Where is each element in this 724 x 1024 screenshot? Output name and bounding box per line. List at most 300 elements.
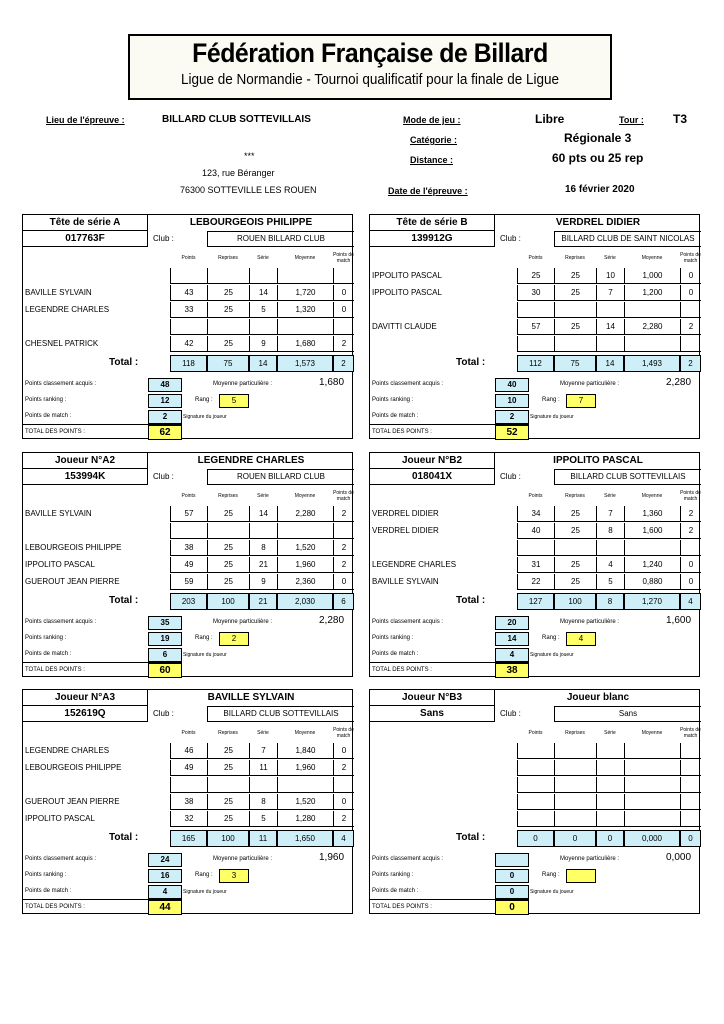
tdp-value: 52	[495, 425, 529, 440]
rang-value: 4	[566, 632, 596, 646]
match-cell-p: 57	[517, 319, 554, 335]
pm-label: Points de match :	[25, 888, 72, 894]
col-points-match-header: Points de match	[333, 727, 354, 739]
col-moyenne-header: Moyenne	[641, 255, 663, 261]
match-cell-r: 25	[207, 557, 249, 573]
match-cell-s: 14	[249, 285, 277, 301]
opponent-name: LEGENDRE CHARLES	[25, 746, 110, 755]
match-cell-m: 2,360	[277, 574, 333, 590]
rang-label: Rang :	[195, 635, 213, 641]
pm-label: Points de match :	[372, 888, 419, 894]
match-row	[23, 540, 352, 556]
match-cell-pm	[333, 523, 354, 539]
match-cell-pm	[680, 540, 701, 556]
match-cell-p	[517, 811, 554, 827]
match-cell-pm: 0	[680, 574, 701, 590]
licence-number: 153994K	[22, 468, 148, 485]
pca-label: Points classement acquis :	[372, 619, 444, 625]
match-cell-s	[596, 760, 624, 776]
opponent-name: LEGENDRE CHARLES	[372, 560, 457, 569]
match-row	[370, 319, 699, 335]
club-label: Club :	[500, 234, 521, 243]
match-cell-m: 0,880	[624, 574, 680, 590]
total-cell-pm: 4	[333, 830, 354, 847]
match-row	[23, 523, 352, 539]
seed-label: Joueur N°B2	[369, 452, 495, 469]
match-cell-s: 7	[596, 285, 624, 301]
match-cell-m	[277, 523, 333, 539]
match-cell-p: 34	[517, 506, 554, 522]
total-cell-m: 0,000	[624, 830, 680, 847]
mode-value: Libre	[535, 112, 565, 126]
total-label: Total :	[109, 595, 139, 606]
total-cell-s: 14	[249, 355, 277, 372]
distance-value: 60 pts ou 25 rep	[552, 151, 644, 165]
signature-label: Signature du joueur	[530, 652, 574, 658]
pca-value: 20	[495, 616, 529, 630]
match-cell-p: 30	[517, 285, 554, 301]
total-cell-m: 2,030	[277, 593, 333, 610]
lieu-value: BILLARD CLUB SOTTEVILLAIS	[162, 114, 311, 125]
total-cell-pm: 2	[680, 355, 701, 372]
categorie-label: Catégorie :	[410, 135, 458, 145]
seed-label: Joueur N°A2	[22, 452, 148, 469]
match-cell-s: 14	[249, 506, 277, 522]
signature-label: Signature du joueur	[530, 889, 574, 895]
opponent-name: LEGENDRE CHARLES	[25, 305, 110, 314]
match-cell-m	[277, 319, 333, 335]
opponent-name: IPPOLITO PASCAL	[372, 271, 442, 280]
club-label: Club :	[500, 472, 521, 481]
col-points-match-header: Points de match	[333, 490, 354, 502]
match-row	[370, 811, 699, 827]
match-cell-s: 7	[249, 743, 277, 759]
match-cell-p: 33	[170, 302, 207, 318]
col-serie-header: Série	[604, 730, 616, 736]
tdp-value: 44	[148, 900, 182, 915]
match-cell-m: 1,360	[624, 506, 680, 522]
match-cell-s: 21	[249, 557, 277, 573]
total-cell-pm: 2	[333, 355, 354, 372]
signature-label: Signature du joueur	[530, 414, 574, 420]
pca-label: Points classement acquis :	[25, 619, 97, 625]
moyenne-particuliere-label: Moyenne particulière :	[213, 856, 273, 862]
match-cell-r: 25	[207, 506, 249, 522]
total-cell-r: 100	[207, 830, 249, 847]
total-cell-r: 0	[554, 830, 596, 847]
moyenne-particuliere-label: Moyenne particulière :	[213, 619, 273, 625]
rang-value: 3	[219, 869, 249, 883]
col-points-header: Points	[181, 730, 196, 736]
match-cell-pm: 0	[333, 743, 354, 759]
col-reprises-header: Reprises	[218, 493, 238, 499]
pr-label: Points ranking :	[25, 397, 67, 403]
match-cell-r: 25	[207, 743, 249, 759]
match-cell-s: 9	[249, 336, 277, 352]
match-row	[370, 760, 699, 776]
opponent-name: IPPOLITO PASCAL	[372, 288, 442, 297]
pca-value: 24	[148, 853, 182, 867]
total-cell-m: 1,650	[277, 830, 333, 847]
match-row	[23, 319, 352, 335]
col-serie-header: Série	[604, 255, 616, 261]
pm-label: Points de match :	[372, 413, 419, 419]
distance-label: Distance :	[410, 155, 454, 165]
match-cell-r: 25	[554, 285, 596, 301]
match-cell-r: 25	[207, 574, 249, 590]
tdp-label: TOTAL DES POINTS :	[372, 904, 432, 910]
match-row	[23, 268, 352, 284]
pca-value: 40	[495, 378, 529, 392]
opponent-name: LEBOURGEOIS PHILIPPE	[25, 543, 122, 552]
match-row	[23, 811, 352, 827]
match-row	[370, 268, 699, 284]
match-cell-m	[624, 302, 680, 318]
match-cell-p: 49	[170, 557, 207, 573]
moyenne-particuliere-value: 2,280	[666, 377, 692, 388]
match-cell-r: 25	[207, 794, 249, 810]
match-cell-m	[624, 777, 680, 793]
match-cell-r: 25	[554, 523, 596, 539]
document-subtitle: Ligue de Normandie - Tournoi qualificatif pour la finale de Ligue	[181, 71, 559, 88]
match-cell-pm: 0	[333, 794, 354, 810]
club-label: Club :	[153, 234, 174, 243]
pr-label: Points ranking :	[372, 397, 414, 403]
match-cell-p: 46	[170, 743, 207, 759]
col-reprises-header: Reprises	[565, 730, 585, 736]
player-name: Joueur blanc	[566, 692, 630, 703]
match-cell-pm: 0	[333, 285, 354, 301]
player-panel	[22, 214, 353, 439]
col-moyenne-header: Moyenne	[294, 255, 316, 261]
match-cell-p	[170, 319, 207, 335]
total-cell-s: 21	[249, 593, 277, 610]
licence-number: 017763F	[22, 230, 148, 247]
player-name: BAVILLE SYLVAIN	[207, 692, 295, 703]
col-points-header: Points	[528, 493, 543, 499]
total-label: Total :	[109, 357, 139, 368]
pca-value	[495, 853, 529, 867]
total-cell-p: 127	[517, 593, 554, 610]
match-cell-s: 5	[249, 811, 277, 827]
match-cell-pm: 2	[680, 506, 701, 522]
match-cell-p: 42	[170, 336, 207, 352]
match-cell-m	[624, 336, 680, 352]
match-row	[370, 557, 699, 573]
col-serie-header: Série	[604, 493, 616, 499]
match-cell-s: 14	[596, 319, 624, 335]
total-cell-p: 112	[517, 355, 554, 372]
total-cell-r: 100	[207, 593, 249, 610]
match-cell-p: 57	[170, 506, 207, 522]
document-header	[128, 34, 612, 100]
match-cell-m: 1,520	[277, 540, 333, 556]
match-cell-s: 4	[596, 557, 624, 573]
opponent-name: BAVILLE SYLVAIN	[372, 577, 439, 586]
seed-label: Tête de série B	[369, 214, 495, 231]
col-points-match-header: Points de match	[680, 727, 701, 739]
moyenne-particuliere-label: Moyenne particulière :	[213, 381, 273, 387]
total-cell-pm: 0	[680, 830, 701, 847]
col-moyenne-header: Moyenne	[641, 493, 663, 499]
total-cell-s: 0	[596, 830, 624, 847]
club-name: ROUEN BILLARD CLUB	[207, 469, 354, 485]
match-cell-p: 38	[170, 540, 207, 556]
col-moyenne-header: Moyenne	[641, 730, 663, 736]
player-panel	[369, 689, 700, 914]
rang-value: 2	[219, 632, 249, 646]
match-cell-pm	[680, 794, 701, 810]
tdp-value: 0	[495, 900, 529, 915]
col-points-header: Points	[528, 255, 543, 261]
match-cell-r	[554, 302, 596, 318]
match-cell-pm: 0	[680, 285, 701, 301]
match-cell-r: 25	[554, 574, 596, 590]
match-cell-m: 1,960	[277, 760, 333, 776]
match-cell-m: 1,240	[624, 557, 680, 573]
match-cell-m: 2,280	[277, 506, 333, 522]
match-cell-r	[554, 777, 596, 793]
signature-label: Signature du joueur	[183, 652, 227, 658]
match-cell-s	[596, 794, 624, 810]
pm-label: Points de match :	[25, 651, 72, 657]
pca-label: Points classement acquis :	[372, 381, 444, 387]
total-cell-m: 1,493	[624, 355, 680, 372]
pca-value: 35	[148, 616, 182, 630]
player-name: LEGENDRE CHARLES	[197, 455, 305, 466]
total-cell-m: 1,270	[624, 593, 680, 610]
tdp-label: TOTAL DES POINTS :	[25, 667, 85, 673]
match-cell-p: 59	[170, 574, 207, 590]
moyenne-particuliere-label: Moyenne particulière :	[560, 856, 620, 862]
match-row	[370, 336, 699, 352]
match-cell-r: 25	[554, 557, 596, 573]
match-cell-m	[624, 760, 680, 776]
match-cell-r: 25	[207, 285, 249, 301]
pr-label: Points ranking :	[25, 635, 67, 641]
tour-label: Tour :	[619, 115, 644, 125]
match-row	[23, 794, 352, 810]
opponent-name: VERDREL DIDIER	[372, 509, 439, 518]
match-cell-pm: 2	[333, 506, 354, 522]
match-cell-s: 10	[596, 268, 624, 284]
match-cell-s: 5	[596, 574, 624, 590]
match-row	[23, 557, 352, 573]
match-cell-pm	[333, 268, 354, 284]
club-name: ROUEN BILLARD CLUB	[207, 231, 354, 247]
match-cell-m: 1,680	[277, 336, 333, 352]
match-cell-r: 25	[207, 302, 249, 318]
col-points-match-header: Points de match	[680, 252, 701, 264]
match-cell-pm: 0	[333, 302, 354, 318]
opponent-name: CHESNEL PATRICK	[25, 339, 99, 348]
match-cell-pm: 0	[680, 557, 701, 573]
opponent-name: LEBOURGEOIS PHILIPPE	[25, 763, 122, 772]
pm-label: Points de match :	[25, 413, 72, 419]
tdp-label: TOTAL DES POINTS :	[25, 904, 85, 910]
match-cell-s	[596, 336, 624, 352]
match-cell-pm: 2	[333, 811, 354, 827]
col-serie-header: Série	[257, 493, 269, 499]
match-cell-r	[554, 743, 596, 759]
pca-value: 48	[148, 378, 182, 392]
match-cell-s: 7	[596, 506, 624, 522]
address-line-2: 76300 SOTTEVILLE LES ROUEN	[180, 185, 317, 195]
match-cell-p: 25	[517, 268, 554, 284]
rang-label: Rang :	[542, 635, 560, 641]
match-cell-m	[624, 811, 680, 827]
match-cell-s: 5	[249, 302, 277, 318]
tdp-label: TOTAL DES POINTS :	[372, 429, 432, 435]
pm-value: 4	[495, 648, 529, 662]
match-cell-r	[207, 319, 249, 335]
pr-label: Points ranking :	[372, 635, 414, 641]
col-moyenne-header: Moyenne	[294, 493, 316, 499]
total-cell-p: 165	[170, 830, 207, 847]
match-cell-s	[249, 319, 277, 335]
match-cell-p	[517, 302, 554, 318]
opponent-name: GUEROUT JEAN PIERRE	[25, 577, 120, 586]
match-row	[370, 777, 699, 793]
club-name: BILLARD CLUB SOTTEVILLAIS	[207, 706, 354, 722]
pca-label: Points classement acquis :	[25, 381, 97, 387]
col-reprises-header: Reprises	[565, 255, 585, 261]
opponent-name: IPPOLITO PASCAL	[25, 560, 95, 569]
match-row	[370, 285, 699, 301]
match-cell-p	[170, 777, 207, 793]
match-cell-r: 25	[554, 319, 596, 335]
match-cell-p	[517, 743, 554, 759]
col-points-header: Points	[528, 730, 543, 736]
match-row	[23, 760, 352, 776]
total-cell-pm: 4	[680, 593, 701, 610]
seed-label: Joueur N°A3	[22, 689, 148, 706]
match-cell-r	[207, 268, 249, 284]
col-reprises-header: Reprises	[565, 493, 585, 499]
match-cell-m: 1,600	[624, 523, 680, 539]
signature-label: Signature du joueur	[183, 414, 227, 420]
match-cell-p	[170, 523, 207, 539]
licence-number: 018041X	[369, 468, 495, 485]
licence-number: 139912G	[369, 230, 495, 247]
match-cell-m	[624, 743, 680, 759]
match-cell-r: 25	[207, 540, 249, 556]
match-cell-r	[554, 760, 596, 776]
date-value: 16 février 2020	[565, 184, 635, 195]
total-label: Total :	[456, 832, 486, 843]
col-points-header: Points	[181, 493, 196, 499]
match-row	[370, 523, 699, 539]
total-cell-s: 8	[596, 593, 624, 610]
match-row	[370, 302, 699, 318]
match-cell-m: 1,000	[624, 268, 680, 284]
match-cell-m	[624, 794, 680, 810]
match-cell-s	[596, 743, 624, 759]
match-cell-p: 32	[170, 811, 207, 827]
lieu-label: Lieu de l'épreuve :	[46, 115, 125, 125]
categorie-value: Régionale 3	[564, 131, 632, 145]
match-row	[23, 777, 352, 793]
rang-label: Rang :	[542, 872, 560, 878]
pm-value: 4	[148, 885, 182, 899]
match-row	[370, 743, 699, 759]
club-label: Club :	[153, 472, 174, 481]
moyenne-particuliere-label: Moyenne particulière :	[560, 619, 620, 625]
match-cell-pm	[680, 336, 701, 352]
document-title: Fédération Française de Billard	[192, 38, 548, 68]
pm-label: Points de match :	[372, 651, 419, 657]
match-cell-m: 1,840	[277, 743, 333, 759]
pr-value: 16	[148, 869, 182, 883]
licence-number: 152619Q	[22, 705, 148, 722]
col-serie-header: Série	[257, 255, 269, 261]
match-cell-m: 1,280	[277, 811, 333, 827]
match-cell-p: 40	[517, 523, 554, 539]
rang-label: Rang :	[542, 397, 560, 403]
total-cell-m: 1,573	[277, 355, 333, 372]
match-cell-m	[277, 268, 333, 284]
address-line-1: 123, rue Béranger	[202, 168, 275, 178]
col-reprises-header: Reprises	[218, 730, 238, 736]
pm-value: 6	[148, 648, 182, 662]
club-name: BILLARD CLUB SOTTEVILLAIS	[554, 469, 701, 485]
rang-label: Rang :	[195, 397, 213, 403]
opponent-name: VERDREL DIDIER	[372, 526, 439, 535]
rang-value: 7	[566, 394, 596, 408]
match-cell-p	[517, 794, 554, 810]
match-cell-m: 1,720	[277, 285, 333, 301]
match-cell-pm: 2	[333, 336, 354, 352]
match-cell-m: 1,320	[277, 302, 333, 318]
match-cell-s: 8	[596, 523, 624, 539]
match-row	[370, 574, 699, 590]
pm-value: 2	[495, 410, 529, 424]
date-label: Date de l'épreuve :	[388, 186, 468, 196]
match-cell-r: 25	[207, 760, 249, 776]
match-cell-r	[207, 777, 249, 793]
match-cell-s: 8	[249, 540, 277, 556]
pr-value: 10	[495, 394, 529, 408]
match-cell-pm: 0	[333, 574, 354, 590]
col-reprises-header: Reprises	[218, 255, 238, 261]
match-cell-r: 25	[207, 811, 249, 827]
club-name: BILLARD CLUB DE SAINT NICOLAS	[554, 231, 701, 247]
match-cell-pm: 2	[333, 557, 354, 573]
match-cell-p	[517, 336, 554, 352]
match-cell-p: 22	[517, 574, 554, 590]
match-cell-s: 9	[249, 574, 277, 590]
match-cell-m	[277, 777, 333, 793]
total-cell-p: 0	[517, 830, 554, 847]
tdp-value: 60	[148, 663, 182, 678]
match-cell-pm	[680, 743, 701, 759]
match-cell-r: 25	[554, 506, 596, 522]
col-moyenne-header: Moyenne	[294, 730, 316, 736]
match-cell-pm	[333, 777, 354, 793]
match-cell-pm: 2	[333, 540, 354, 556]
pm-value: 0	[495, 885, 529, 899]
col-points-match-header: Points de match	[680, 490, 701, 502]
total-cell-r: 75	[554, 355, 596, 372]
col-points-match-header: Points de match	[333, 252, 354, 264]
opponent-name: IPPOLITO PASCAL	[25, 814, 95, 823]
player-panel	[369, 452, 700, 677]
match-cell-pm	[680, 811, 701, 827]
total-cell-s: 11	[249, 830, 277, 847]
match-cell-p	[517, 760, 554, 776]
match-cell-s	[596, 811, 624, 827]
moyenne-particuliere-value: 1,680	[319, 377, 345, 388]
